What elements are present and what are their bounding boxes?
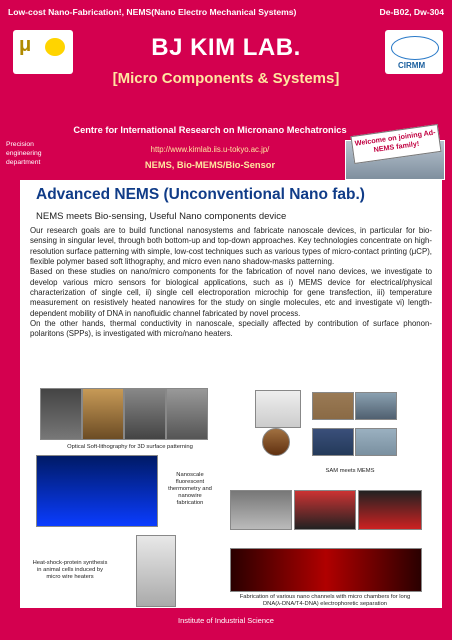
nanochannel-image-b <box>294 490 356 530</box>
heatshock-image <box>136 535 176 607</box>
soft-litho-image <box>82 388 124 440</box>
lab-url[interactable]: http://www.kimlab.iis.u-tokyo.ac.jp/ <box>150 145 270 154</box>
research-tags: NEMS, Bio-MEMS/Bio-Sensor <box>144 160 276 170</box>
sam-caption: SAM meets MEMS <box>325 468 375 474</box>
topbar-left-text: Low-cost Nano-Fabrication!, NEMS(Nano Electro Mechanical Systems) <box>8 7 297 17</box>
logo-mu-text: μ <box>19 34 32 56</box>
body-paragraph: Based on these studies on nano/micro components for the fabrication of novel nano devices, we investigate to develop various micro sensors for biological applications, such as i) MEMS device for electrical/physical characterization of single cell, ii) single cell electroporation microchip for gene transfection, iii) temperature measurement on resistively heated nanowires for the study on single molecules, etc and investigate vi) length-dependent mobility of DNA in nanofluidic channel fabricated by novel process. <box>30 267 432 318</box>
page-title: BJ KIM LAB. <box>151 34 301 61</box>
soft-litho-caption: Optical Soft-lithography for 3D surface patterning <box>67 444 193 450</box>
nanochannel-image-d <box>230 548 422 592</box>
top-bar <box>0 0 452 24</box>
body-paragraph: On the other hands, thermal conductivity in nanoscale, specially affected by contribution of surface phonon-polaritons (SPPs), is investigated with micro/nano heaters. <box>30 319 432 339</box>
body-paragraph: Our research goals are to build functional nanosystems and fabricate nanoscale devices, in particular for bio-sensing in singular level, through both bottom-up and top-down approaches. Key technologies concentrate on high-resolution surface patterning with simple, low-cost techniques such as various types of micro-contact printing (μCP), flexible polymer based soft lithography, and micro even nano shadow-masks patterning. <box>30 226 432 267</box>
nanochannel-image-a <box>230 490 292 530</box>
footer-text: Institute of Industrial Science <box>178 616 274 625</box>
sam-image <box>355 428 397 456</box>
nanoscale-caption: Nanoscale fluorescent thermometry and nanowire fabrication <box>168 472 212 506</box>
soft-litho-image <box>124 388 166 440</box>
department-label: Precision engineering department <box>6 141 42 166</box>
sam-image <box>355 392 397 420</box>
fluorescence-image <box>36 455 158 527</box>
logo-cirmm-text: CIRMM <box>398 61 426 70</box>
sam-wafer-photo <box>262 428 290 456</box>
soft-litho-image <box>40 388 82 440</box>
sam-image <box>312 428 354 456</box>
section-subheading: NEMS meets Bio-sensing, Useful Nano components device <box>36 211 287 222</box>
sam-image <box>312 392 354 420</box>
soft-litho-image <box>166 388 208 440</box>
topbar-right-text: De-B02, Dw-304 <box>379 7 444 17</box>
section-heading: Advanced NEMS (Unconventional Nano fab.) <box>36 186 365 203</box>
fabrication-caption: Fabrication of various nano channels with micro chambers for long DNA(λ-DNA/T4-DNA) electrophoretic separation <box>239 594 411 607</box>
welcome-sign: Welcome on joining Ad-NEMS family! <box>350 124 441 164</box>
nanochannel-image-c <box>358 490 422 530</box>
body-text <box>30 226 432 340</box>
centre-name: Centre for International Research on Micronano Mechatronics <box>73 125 347 135</box>
sam-diagram <box>255 390 301 428</box>
page-subtitle: [Micro Components & Systems] <box>112 70 340 87</box>
heatshock-caption: Heat-shock-protein synthesis in animal cells induced by micro wire heaters <box>32 560 108 580</box>
